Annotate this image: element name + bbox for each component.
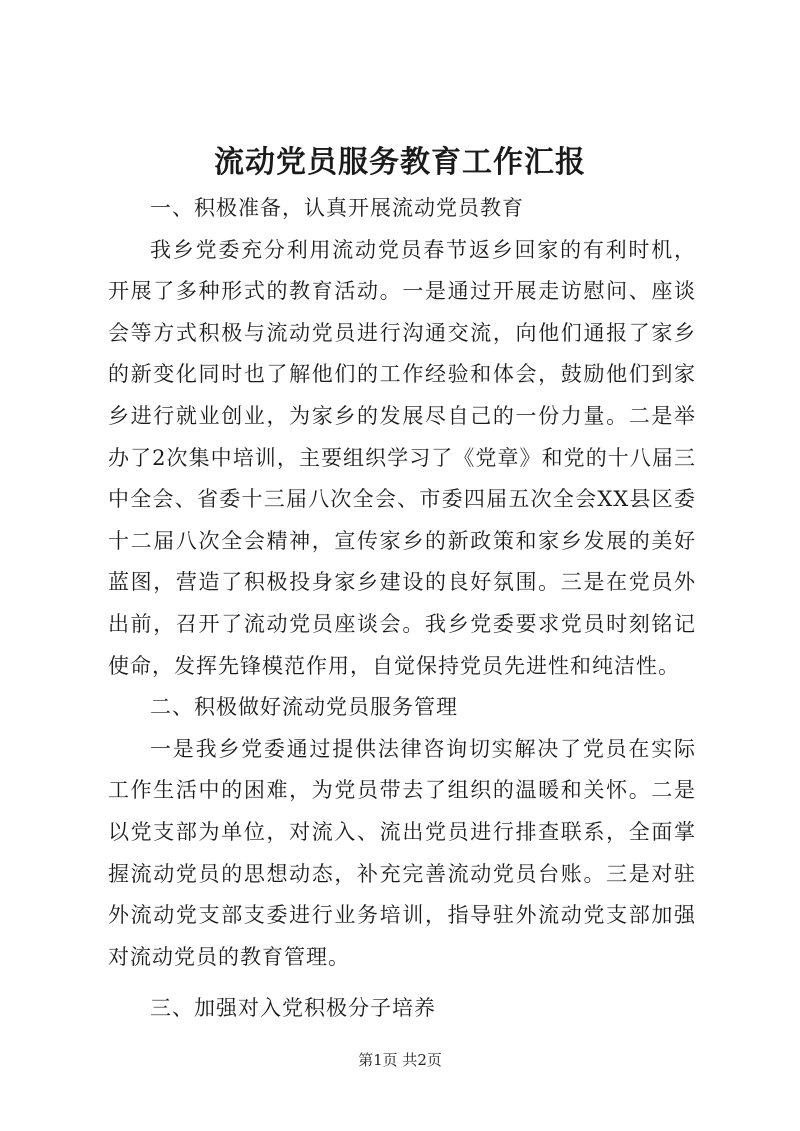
section-1-paragraph: 我乡党委充分利用流动党员春节返乡回家的有利时机，开展了多种形式的教育活动。一是通过开展走访慰问、座谈会等方式积极与流动党员进行沟通交流，向他们通报了家乡的新变化同时也了解他们的工作经验和体会，鼓励他们到家乡进行就业创业，为家乡的发展尽自己的一份力量。二是举办了2次集中培训，主要组织学习了《党章》和党的十八届三中全会、省委十三届八次全会、市委四届五次全会XX县区委十二届八次全会精神，宣传家乡的新政策和家乡发展的美好蓝图，营造了积极投身家乡建设的良好氛围。三是在党员外出前，召开了流动党员座谈会。我乡党委要求党员时刻铭记使命，发挥先锋模范作用，自觉保持党员先进性和纯洁性。	[108, 237, 696, 678]
section-1-heading: 一、积极准备，认真开展流动党员教育	[150, 196, 524, 220]
page-number-footer: 第1页 共2页	[358, 1051, 442, 1069]
document-title: 流动党员服务教育工作汇报	[214, 145, 586, 180]
document-body	[108, 188, 696, 1030]
section-3-heading: 三、加强对入党积极分子培养	[150, 996, 436, 1021]
section-2-paragraph: 一是我乡党委通过提供法律咨询切实解决了党员在实际工作生活中的困难，为党员带去了组织的温暖和关怀。二是以党支部为单位，对流入、流出党员进行排查联系，全面掌握流动党员的思想动态，补充完善流动党员台账。三是对驻外流动党支部支委进行业务培训，指导驻外流动党支部加强对流动党员的教育管理。	[108, 736, 696, 969]
section-2-heading: 二、积极做好流动党员服务管理	[150, 695, 458, 720]
